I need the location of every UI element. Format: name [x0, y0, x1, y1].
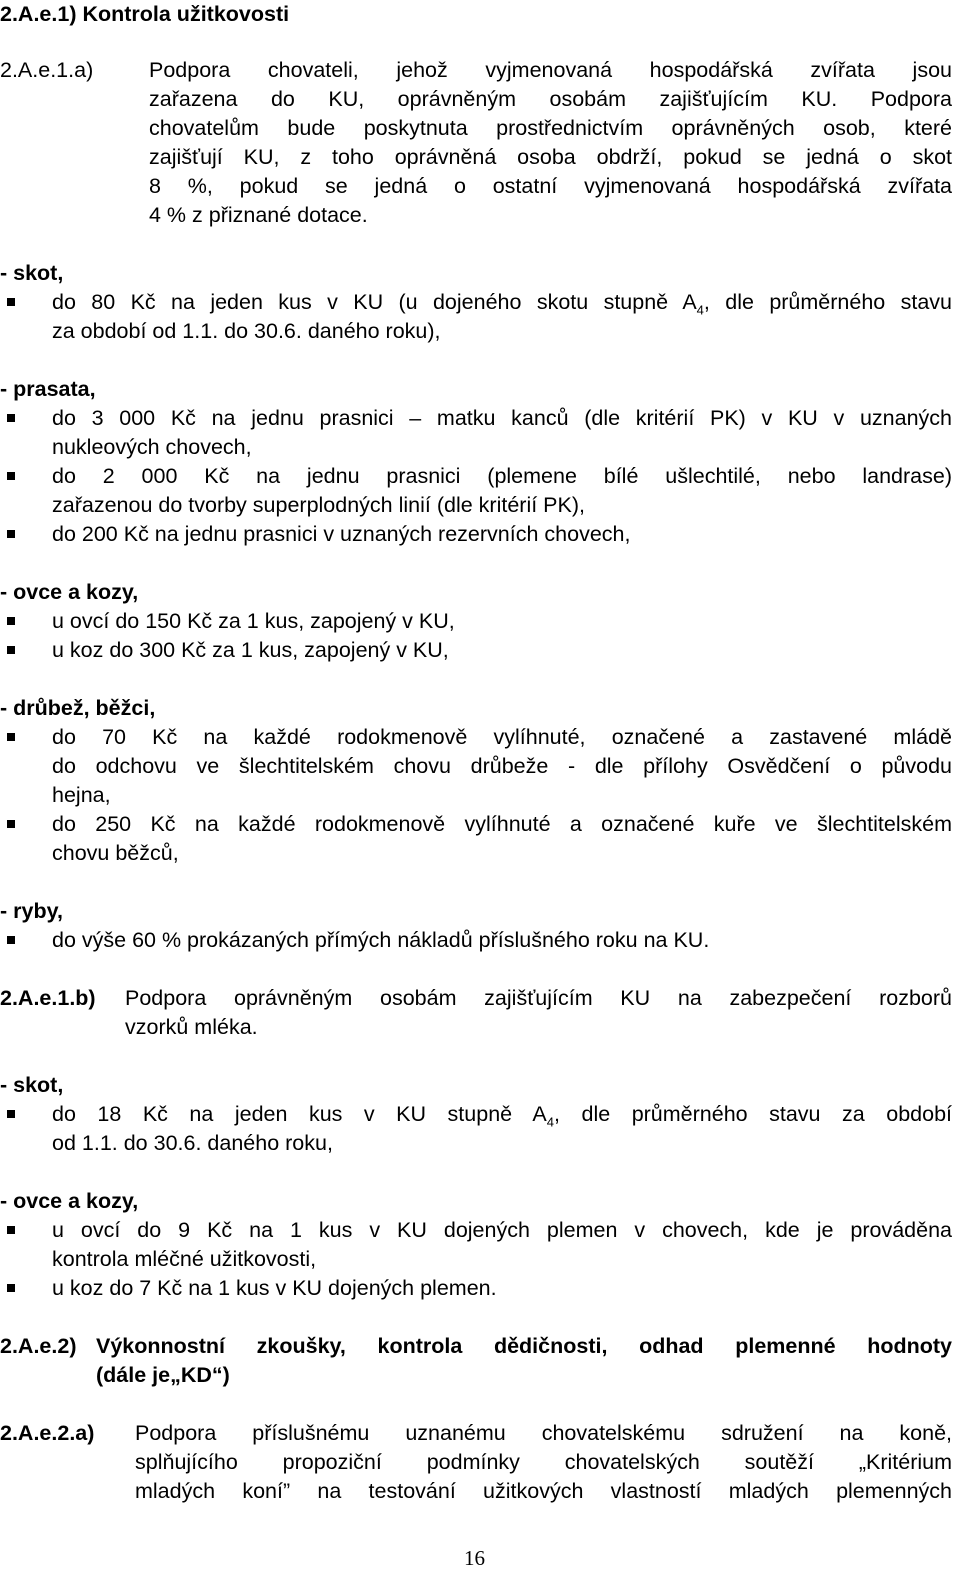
- bullet-line: za období od 1.1. do 30.6. daného roku),: [52, 319, 441, 343]
- bullet-line: zařazenou do tvorby superplodných linií (dle kritérií PK),: [52, 493, 585, 517]
- bullet-icon: [7, 414, 15, 422]
- bullet-icon: [7, 472, 15, 480]
- paragraph-line: splňujícího propoziční podmínky chovatelských soutěží „Kritérium: [135, 1450, 952, 1474]
- bullet-line: do 70 Kč na každé rodokmenově vylíhnuté, označené a zastavené mládě: [52, 725, 952, 749]
- bullet-icon: [7, 820, 15, 828]
- bullet-icon: [7, 1284, 15, 1292]
- bullet-line: do 18 Kč na jeden kus v KU stupně $A_4$, dle průměrného stavu za období: [52, 1102, 952, 1130]
- bullet-line: do 250 Kč na každé rodokmenově vylíhnuté a označené kuře ve šlechtitelském: [52, 812, 952, 836]
- bullet-line: do 200 Kč na jednu prasnici v uznaných rezervních chovech,: [52, 522, 631, 546]
- category-title-prasata: - prasata,: [0, 377, 96, 401]
- category-title-skot: - skot,: [0, 1073, 64, 1097]
- bullet-icon: [7, 617, 15, 625]
- bullet-line: do 2 000 Kč na jednu prasnici (plemene bílé ušlechtilé, nebo landrase): [52, 464, 952, 488]
- section-title: Výkonnostní zkoušky, kontrola dědičnosti, odhad plemenné hodnoty: [96, 1334, 952, 1358]
- bullet-line: kontrola mléčné užitkovosti,: [52, 1247, 317, 1271]
- paragraph-line: chovatelům bude poskytnuta prostřednictvím oprávněných osob, které: [149, 116, 952, 140]
- bullet-line: do 80 Kč na jeden kus v KU (u dojeného skotu stupně $A_4$, dle průměrného stavu: [52, 290, 953, 318]
- bullet-icon: [7, 1226, 15, 1234]
- paragraph-line: mladých koní” na testování užitkových vlastností mladých plemenných: [135, 1479, 952, 1503]
- paragraph-line: Podpora oprávněným osobám zajišťujícím KU na zabezpečení rozborů: [125, 986, 952, 1010]
- category-title-ovce: - ovce a kozy,: [0, 580, 139, 604]
- section-title: (dále je„KD“): [96, 1363, 230, 1387]
- page-number: 16: [464, 1546, 485, 1570]
- section-label-2a: 2.A.e.2.a): [0, 1421, 95, 1445]
- category-title-skot: - skot,: [0, 261, 64, 285]
- bullet-line: hejna,: [52, 783, 111, 807]
- bullet-line: u koz do 7 Kč na 1 kus v KU dojených plemen.: [52, 1276, 497, 1300]
- category-title-ryby: - ryby,: [0, 899, 63, 923]
- paragraph-line: vzorků mléka.: [125, 1015, 258, 1039]
- bullet-line: u ovcí do 9 Kč na 1 kus v KU dojených plemen v chovech, kde je prováděna: [52, 1218, 952, 1242]
- paragraph-line: 8 %, pokud se jedná o ostatní vyjmenovaná hospodářská zvířata: [149, 174, 952, 198]
- bullet-line: chovu běžců,: [52, 841, 179, 865]
- bullet-line: do výše 60 % prokázaných přímých nákladů příslušného roku na KU.: [52, 928, 710, 952]
- paragraph-line: 4 % z přiznané dotace.: [149, 203, 368, 227]
- bullet-icon: [7, 1110, 15, 1118]
- bullet-icon: [7, 646, 15, 654]
- paragraph-line: Podpora příslušnému uznanému chovatelskému sdružení na koně,: [135, 1421, 952, 1445]
- bullet-line: u ovcí do 150 Kč za 1 kus, zapojený v KU,: [52, 609, 455, 633]
- paragraph-line: Podpora chovateli, jehož vyjmenovaná hospodářská zvířata jsou: [149, 58, 952, 82]
- category-title-ovce: - ovce a kozy,: [0, 1189, 139, 1213]
- bullet-line: do odchovu ve šlechtitelském chovu drůbeže - dle přílohy Osvědčení o původu: [52, 754, 952, 778]
- paragraph-line: zajišťují KU, z toho oprávněná osoba obdrží, pokud se jedná o skot: [149, 145, 952, 169]
- bullet-line: nukleových chovech,: [52, 435, 252, 459]
- section-heading: 2.A.e.1) Kontrola užitkovosti: [0, 2, 290, 26]
- category-title-drubez: - drůbež, běžci,: [0, 696, 156, 720]
- section-label-2: 2.A.e.2): [0, 1334, 77, 1358]
- paragraph-line: zařazena do KU, oprávněným osobám zajišťujícím KU. Podpora: [149, 87, 952, 111]
- section-label-1b: 2.A.e.1.b): [0, 986, 96, 1010]
- bullet-icon: [7, 530, 15, 538]
- bullet-icon: [7, 936, 15, 944]
- bullet-line: od 1.1. do 30.6. daného roku,: [52, 1131, 333, 1155]
- bullet-icon: [7, 733, 15, 741]
- bullet-line: u koz do 300 Kč za 1 kus, zapojený v KU,: [52, 638, 449, 662]
- bullet-icon: [7, 298, 15, 306]
- bullet-line: do 3 000 Kč na jednu prasnici – matku kanců (dle kritérií PK) v KU v uznaných: [52, 406, 952, 430]
- section-label-1a: 2.A.e.1.a): [0, 58, 94, 82]
